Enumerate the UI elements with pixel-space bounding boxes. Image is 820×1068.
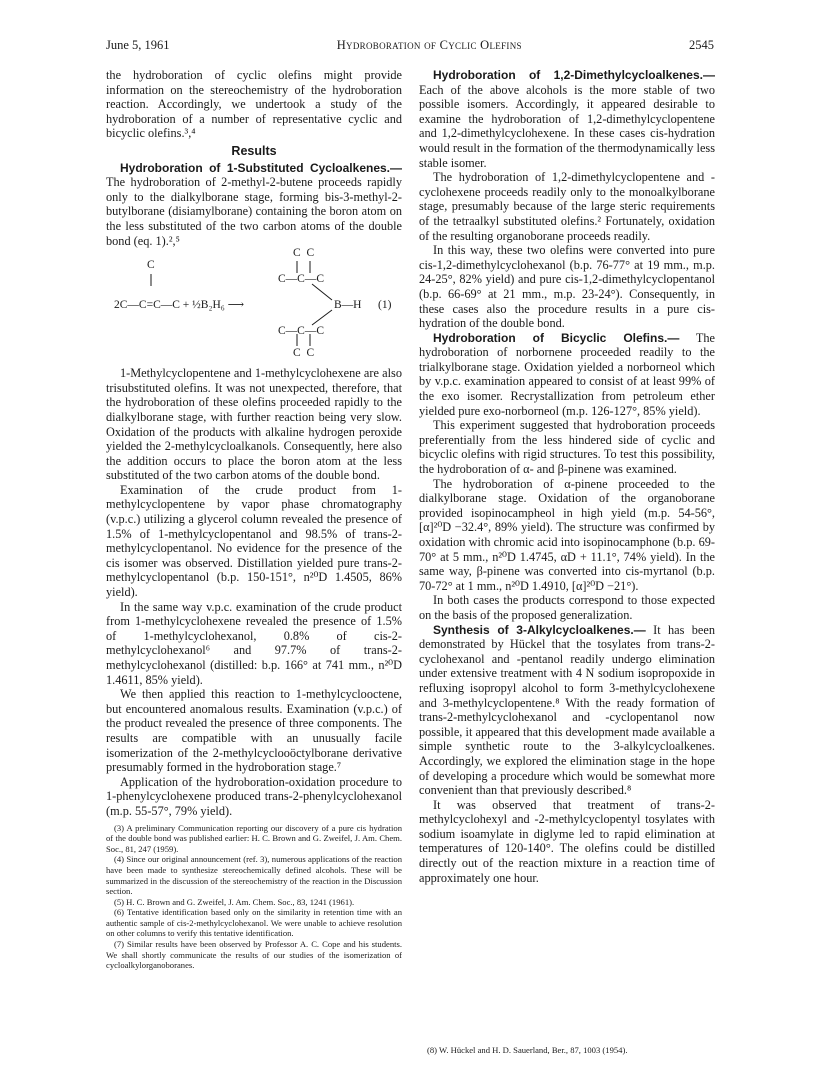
paragraph-text: The hydroboration of 2-methyl-2-butene proceeds rapidly only to the dialkylborane stage, forming bis-3-methyl-2-butylborane (disiamylborane) containing the boron atom on the less substituted of the two carbon atoms of the double bond (eq. 1).²,⁵ — [106, 175, 402, 248]
paragraph: Examination of the crude product from 1-methylcyclopentene by vapor phase chromatography (v.p.c.) utilizing a glycerol column revealed the presence of 1.5% of 1-methylcyclopentanol and 98.5% of trans-2-methylcyclopentanol. No evidence for the presence of the cis isomer was observed. Distillation yielded pure trans-2-methylcyclopentanol (b.p. 150-151°, n²⁰D 1.4505, 86% yield). — [106, 482, 402, 600]
equation-borane: B—H — [334, 299, 362, 312]
paragraph: 1-Methylcyclopentene and 1-methylcyclohexene are also trisubstituted olefins. It was not unexpected, therefore, that the hydroboration of these olefins proceeded rapidly to the dialkylborane stage, with further reaction being very slow. Oxidation of the products with alkaline hydrogen peroxide yielded the 2-methylcycloalkanols. Consequently, here also the addition occurs to place the boron atom at the less substituted of the two carbon atoms of the double bond. — [106, 366, 402, 483]
equation-methyl: C — [147, 259, 155, 272]
paragraph: It was observed that treatment of trans-2-methylcyclohexyl and -2-methylcyclopentyl tosylates with sodium isoamylate in diglyme led to rapid elimination at temperatures of 120-140°. The olefins could be distilled directly out of the reaction mixture in a reaction time of approximately one hour. — [419, 797, 715, 885]
run-in-heading: Hydroboration of Bicyclic Olefins.— — [433, 330, 680, 345]
run-in-heading: Hydroboration of 1,2-Dimethylcycloalkenes.— — [433, 68, 715, 82]
equation-lower-chain: C—C—C — [278, 325, 325, 338]
footnote-8: (8) W. Hückel and H. D. Sauerland, Ber., 87, 1003 (1954). — [427, 1045, 628, 1055]
equation-top-methyls: C C — [293, 247, 315, 260]
running-header — [106, 38, 714, 58]
section-heading-results: Results — [231, 143, 277, 158]
paragraph: Application of the hydroboration-oxidation procedure to 1-phenylcyclohexene produced trans-2-phenylcyclohexanol (m.p. 55-57°, 79% yield). — [106, 774, 402, 818]
equation-1 — [106, 247, 402, 360]
paragraph-text: It has been demonstrated by Hückel that the tosylates from trans-2-cyclohexanol and -pentanol readily undergo elimination under extensive treatment with 4 N sodium isopropoxide in refluxing isopropyl alcohol to form 3-methylcyclohexene and 3-methylcyclopentene.⁸ With the ready formation of trans-2-methylcyclohexanol and -cyclopentanol now possible, it appeared that this development made available a simple synthetic route to the 3-alkylcycloalkenes. Accordingly, we explored the elimination stage in the hope of developing a procedure which would be somewhat more convenient than that previously described.⁸ — [419, 622, 715, 798]
footnote-7: (7) Similar results have been observed by Professor A. C. Cope and his students. We shall shortly communicate the results of our studies of the isomerization of cycloalkylorganoboranes. — [106, 939, 402, 971]
equation-reactants: 2C—C=C—C + ½B₂H₆ ⟶ — [114, 299, 245, 312]
paragraph-with-heading — [419, 331, 715, 419]
paragraph-with-heading — [106, 161, 402, 249]
paragraph: We then applied this reaction to 1-methylcyclooctene, but encountered anomalous results. Examination (v.p.c.) of the product revealed the presence of three components. The results are compatible with an unusually facile isomerization of the 2-methylcyclooöctylborane derivative presumably formed in the hydroboration stage.⁷ — [106, 687, 402, 775]
paragraph: In both cases the products correspond to those expected on the basis of the proposed generalization. — [419, 593, 715, 622]
header-page-number: 2545 — [689, 38, 714, 52]
equation-bottom-methyls: C C — [293, 347, 315, 360]
footnote-3: (3) A preliminary Communication reporting our discovery of a pure cis hydration of the double bond was published earlier: H. C. Brown and G. Zweifel, J. Am. Chem. Soc., 81, 247 (1959). — [106, 822, 402, 854]
paragraph: In this way, these two olefins were converted into pure cis-1,2-dimethylcyclohexanol (b.p. 76-77° at 19 mm., m.p. 24-25°, 82% yield) and pure cis-1,2-dimethylcyclopentanol (b.p. 66-69° at 21 mm., m.p. 23-24°). Consequently, in these cases also the procedure results in a pure cis-hydration of the double bond. — [419, 243, 715, 331]
right-column — [419, 68, 715, 885]
paragraph: the hydroboration of cyclic olefins might provide information on the stereochemistry of the hydroboration reaction. Accordingly, we undertook a study of the hydroboration of a number of representative cyclic and bicyclic olefins.³,⁴ — [106, 68, 402, 141]
paragraph: The hydroboration of 1,2-dimethylcyclopentene and -cyclohexene proceeds readily only to the monoalkylborane stage, presumably because of the large steric requirements of the tetraalkyl substituted olefins.² Fortunately, oxidation of the resulting organoborane proceeds readily. — [419, 170, 715, 243]
paragraph: This experiment suggested that hydroboration proceeds preferentially from the less hindered side of cyclic and bicyclic olefins with rigid structures. To test this possibility, the hydroboration of α- and β-pinene was examined. — [419, 418, 715, 477]
header-date: June 5, 1961 — [106, 38, 170, 52]
footnotes-right — [419, 1045, 715, 1056]
paragraph-text: Each of the above alcohols is the more stable of two possible isomers. Accordingly, it appeared desirable to examine the hydroboration of 1,2-dimethylcyclopentene and 1,2-dimethylcyclohexene. In these cases cis-hydration would result in the formation of the thermodynamically less stable isomer. — [419, 82, 715, 170]
footnote-6: (6) Tentative identification based only on the similarity in retention time with an authentic sample of cis-2-methylcyclohexanol. We were unable to achieve resolution on other columns to verify this tentative identification. — [106, 907, 402, 939]
paragraph: In the same way v.p.c. examination of the crude product from 1-methylcyclohexene revealed the presence of 1.5% of 1-methylcyclohexanol, 0.8% of cis-2-methylcyclohexanol⁶ and 97.7% of trans-2-methylcyclohexanol (distilled: b.p. 166° at 741 mm., n²⁰D 1.4611, 85% yield). — [106, 599, 402, 687]
paragraph: The hydroboration of α-pinene proceeded to the dialkylborane stage. Oxidation of the organoborane provided isopinocampheol in high yield (m.p. 54-56°, [α]²⁰D −32.4°, 89% yield). The structure was confirmed by oxidation with chromic acid into isopinocamphone (b.p. 69-70° at 5 mm., n²⁰D 1.4745, αD + 11.1°, 74% yield). In the same way, β-pinene was converted into cis-myrtanol (b.p. 70-72° at 1 mm., n²⁰D 1.4910, [α]²⁰D −21°). — [419, 476, 715, 593]
footnote-4: (4) Since our original announcement (ref. 3), numerous applications of the reaction have been made to synthesize stereochemically defined alcohols. These will be summarized in the discussion of the stereochemistry of the reaction in the Discussion section. — [106, 854, 402, 897]
footnote-5: (5) H. C. Brown and G. Zweifel, J. Am. Chem. Soc., 83, 1241 (1961). — [114, 896, 355, 907]
paragraph-with-heading — [419, 68, 715, 170]
footnotes-left — [106, 823, 402, 971]
run-in-heading: Synthesis of 3-Alkylcycloalkenes.— — [433, 622, 646, 637]
equation-number: (1) — [378, 299, 392, 312]
run-in-heading: Hydroboration of 1-Substituted Cycloalkenes.— — [120, 160, 402, 175]
equation-upper-chain: C—C—C — [278, 273, 325, 286]
header-title: Hydroboration of Cyclic Olefins — [336, 38, 522, 52]
paragraph-text: The hydroboration of norbornene proceeded readily to the trialkylborane stage. Oxidation yielded a norborneol which by v.p.c. examination appeared to consist of at least 99% of the exo isomer. Recrystallization from petroleum ether yielded pure exo-norborneol (m.p. 126-127°, 85% yield). — [419, 330, 715, 418]
left-column — [106, 68, 402, 971]
paragraph-with-heading — [419, 623, 715, 798]
